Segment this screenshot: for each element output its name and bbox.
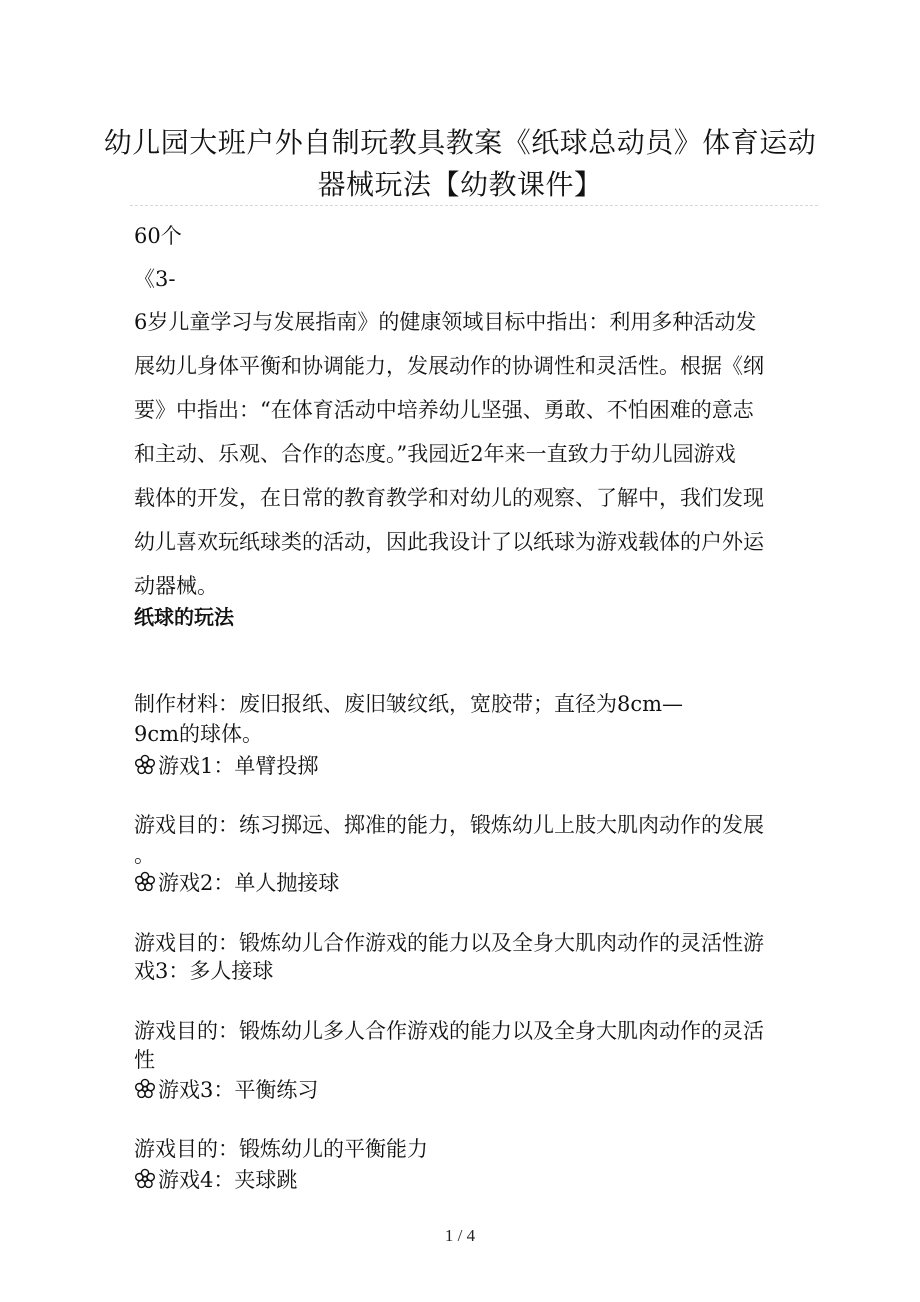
game-1-goal-cont: 。 [134, 843, 155, 867]
game-3-goal: 游戏目的：锻炼幼儿多人合作游戏的能力以及全身大肌肉动作的灵活 [134, 1019, 764, 1043]
game-4-goal: 游戏目的：锻炼幼儿的平衡能力 [134, 1137, 428, 1161]
body-line: 动器械。 [134, 574, 218, 598]
body-line: 幼儿喜欢玩纸球类的活动，因此我设计了以纸球为游戏载体的户外运 [134, 530, 764, 554]
materials-line: 制作材料：废旧报纸、废旧皱纹纸，宽胶带；直径为8cm— [134, 692, 684, 716]
title-divider [130, 205, 818, 206]
flower-bullet-icon [134, 1168, 156, 1190]
game-4-title: 游戏4：夹球跳 [134, 1165, 297, 1195]
body-line: 60个 [134, 224, 182, 248]
flower-bullet-icon [134, 754, 156, 776]
body-line: 《3- [134, 267, 176, 291]
flower-bullet-icon [134, 1078, 156, 1100]
section-heading: 纸球的玩法 [134, 605, 234, 629]
game-2-title: 游戏2：单人抛接球 [134, 868, 339, 898]
flower-bullet-icon [134, 871, 156, 893]
game-1-title: 游戏1：单臂投掷 [134, 751, 318, 781]
title-line-1: 幼儿园大班户外自制玩教具教案《纸球总动员》体育运动 [103, 126, 817, 159]
game-1-goal: 游戏目的：练习掷远、掷准的能力，锻炼幼儿上肢大肌肉动作的发展 [134, 813, 764, 837]
materials-line: 9cm的球体。 [134, 722, 264, 746]
body-line: 6岁儿童学习与发展指南》的健康领域目标中指出：利用多种活动发 [134, 310, 757, 334]
game-3-title: 游戏3：平衡练习 [134, 1075, 318, 1105]
page-indicator: 1 / 4 [444, 1226, 476, 1245]
game-3-goal-cont: 性 [134, 1048, 155, 1072]
title-line-2: 器械玩法【幼教课件】 [317, 168, 603, 201]
body-line: 载体的开发，在日常的教育教学和对幼儿的观察、了解中，我们发现 [134, 486, 764, 510]
game-2-goal-cont: 戏3：多人接球 [134, 959, 274, 983]
game-2-goal: 游戏目的：锻炼幼儿合作游戏的能力以及全身大肌肉动作的灵活性游 [134, 931, 764, 955]
body-line: 要》中指出：“在体育活动中培养幼儿坚强、勇敢、不怕困难的意志 [134, 398, 754, 422]
body-line: 展幼儿身体平衡和协调能力，发展动作的协调性和灵活性。根据《纲 [134, 354, 764, 378]
document-title [100, 122, 820, 206]
body-line: 和主动、乐观、合作的态度。”我园近2年来一直致力于幼儿园游戏 [134, 442, 736, 466]
